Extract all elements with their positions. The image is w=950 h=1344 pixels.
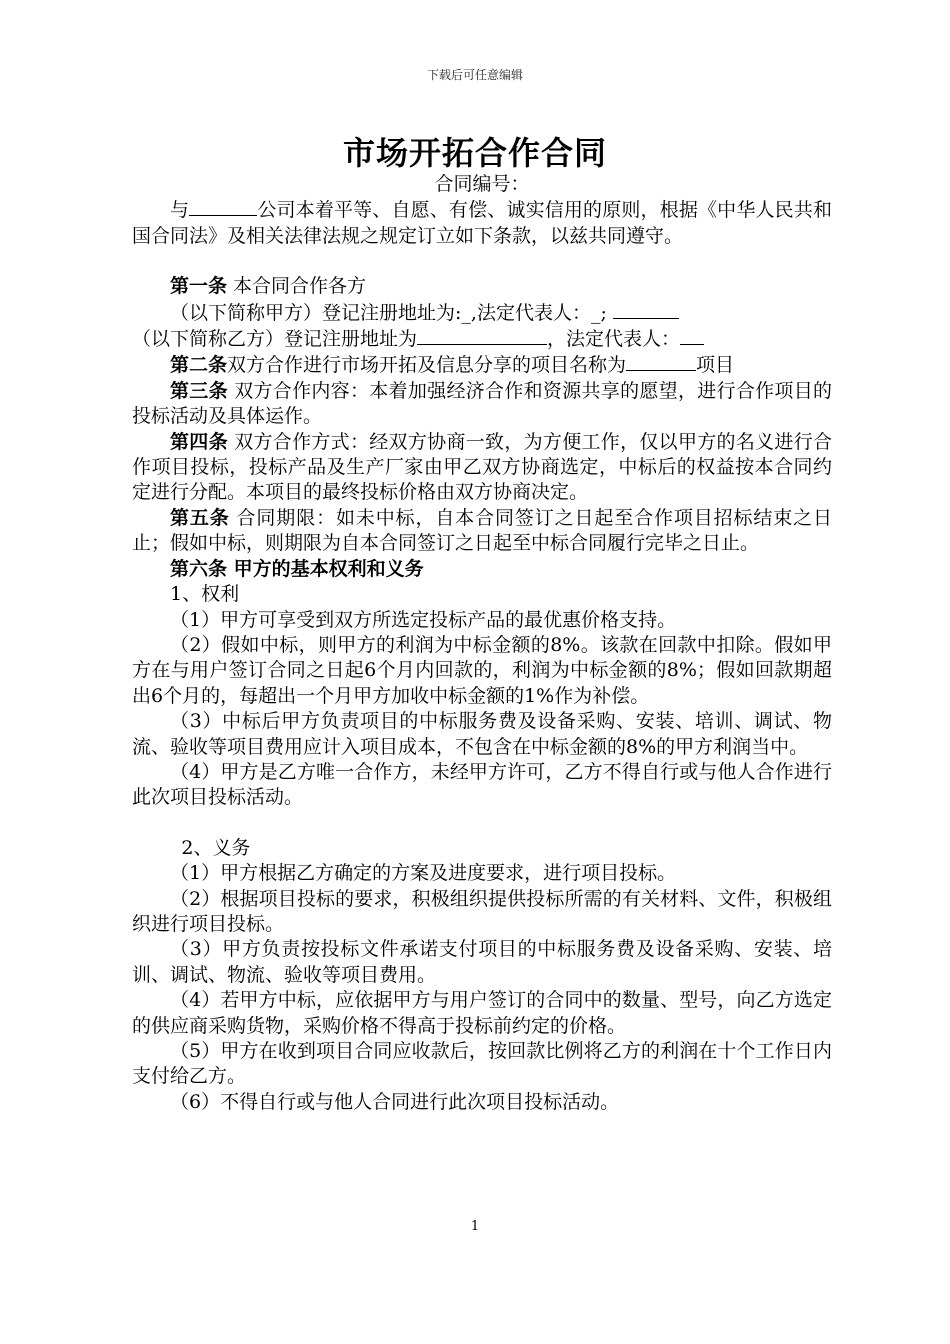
blank-company [189, 197, 257, 216]
duties-item: （1）甲方根据乙方确定的方案及进度要求，进行项目投标。 [170, 862, 677, 885]
blank-party-a [613, 300, 679, 319]
party-b-line: （以下简称乙方）登记注册地址为 ，法定代表人： [132, 326, 832, 352]
party-a-line: （以下简称甲方）登记注册地址为:_,法定代表人：_; [132, 300, 832, 326]
rights-item: （3）中标后甲方负责项目的中标服务费及设备采购、安装、培训、调试、物流、验收等项目费用应计入项目成本，不包含在中标金额的8%的甲方利润当中。 [132, 710, 832, 758]
document-body [132, 172, 832, 1115]
duties-label: 2、义务 [181, 836, 251, 859]
page-header-note: 下载后可任意编辑 [426, 68, 523, 82]
article-6-heading: 第六条 甲方的基本权利和义务 [170, 557, 424, 580]
page-number: 1 [470, 1219, 480, 1234]
blank-party-b-address [417, 326, 547, 345]
duties-item: （5）甲方在收到项目合同应收款后，按回款比例将乙方的利润在十个工作日内支付给乙方。 [132, 1040, 832, 1088]
rights-item: （2）假如中标，则甲方的利润为中标金额的8%。该款在回款中扣除。假如甲方在与用户签订合同之日起6个月内回款的，利润为中标金额的8%；假如回款期超出6个月的，每超出一个月甲方加收中标金额的1%作为补偿。 [132, 633, 832, 707]
article-3: 第三条 双方合作内容：本着加强经济合作和资源共享的愿望，进行合作项目的投标活动及具体运作。 [132, 379, 832, 428]
contract-number-label: 合同编号： [434, 173, 530, 195]
article-1: 第一条 本合同合作各方 [170, 275, 367, 298]
blank-project-name [626, 352, 696, 371]
intro-paragraph: 与 公司本着平等、自愿、有偿、诚实信用的原则，根据《中华人民共和国合同法》及相关法律法规之规定订立如下条款，以兹共同遵守。 [132, 199, 832, 247]
rights-item: （4）甲方是乙方唯一合作方，未经甲方许可，乙方不得自行或与他人合作进行此次项目投标活动。 [132, 760, 832, 809]
duties-item: （6）不得自行或与他人合同进行此次项目投标活动。 [170, 1090, 620, 1113]
blank-party-b-rep [680, 326, 704, 345]
rights-item: （1）甲方可享受到双方所选定投标产品的最优惠价格支持。 [170, 608, 677, 631]
duties-item: （3）甲方负责按投标文件承诺支付项目的中标服务费及设备采购、安装、培训、调试、物流、验收等项目费用。 [132, 938, 832, 986]
duties-item: （4）若甲方中标，应依据甲方与用户签订的合同中的数量、型号，向乙方选定的供应商采购货物，采购价格不得高于投标前约定的价格。 [132, 989, 832, 1037]
article-5: 第五条 合同期限：如未中标，自本合同签订之日起至合作项目招标结束之日止；假如中标，则期限为自本合同签订之日起至中标合同履行完毕之日止。 [132, 506, 832, 555]
rights-label: 1、权利 [170, 583, 240, 606]
article-2: 第二条双方合作进行市场开拓及信息分享的项目名称为 项目 [170, 354, 735, 377]
duties-item: （2）根据项目投标的要求，积极组织提供投标所需的有关材料、文件，积极组织进行项目投标。 [132, 887, 832, 935]
document-title: 市场开拓合作合同 [342, 134, 607, 172]
article-4: 第四条 双方合作方式：经双方协商一致，为方便工作，仅以甲方的名义进行合作项目投标，投标产品及生产厂家由甲乙双方协商选定，中标后的权益按本合同约定进行分配。本项目的最终投标价格由双方协商决定。 [132, 430, 832, 504]
